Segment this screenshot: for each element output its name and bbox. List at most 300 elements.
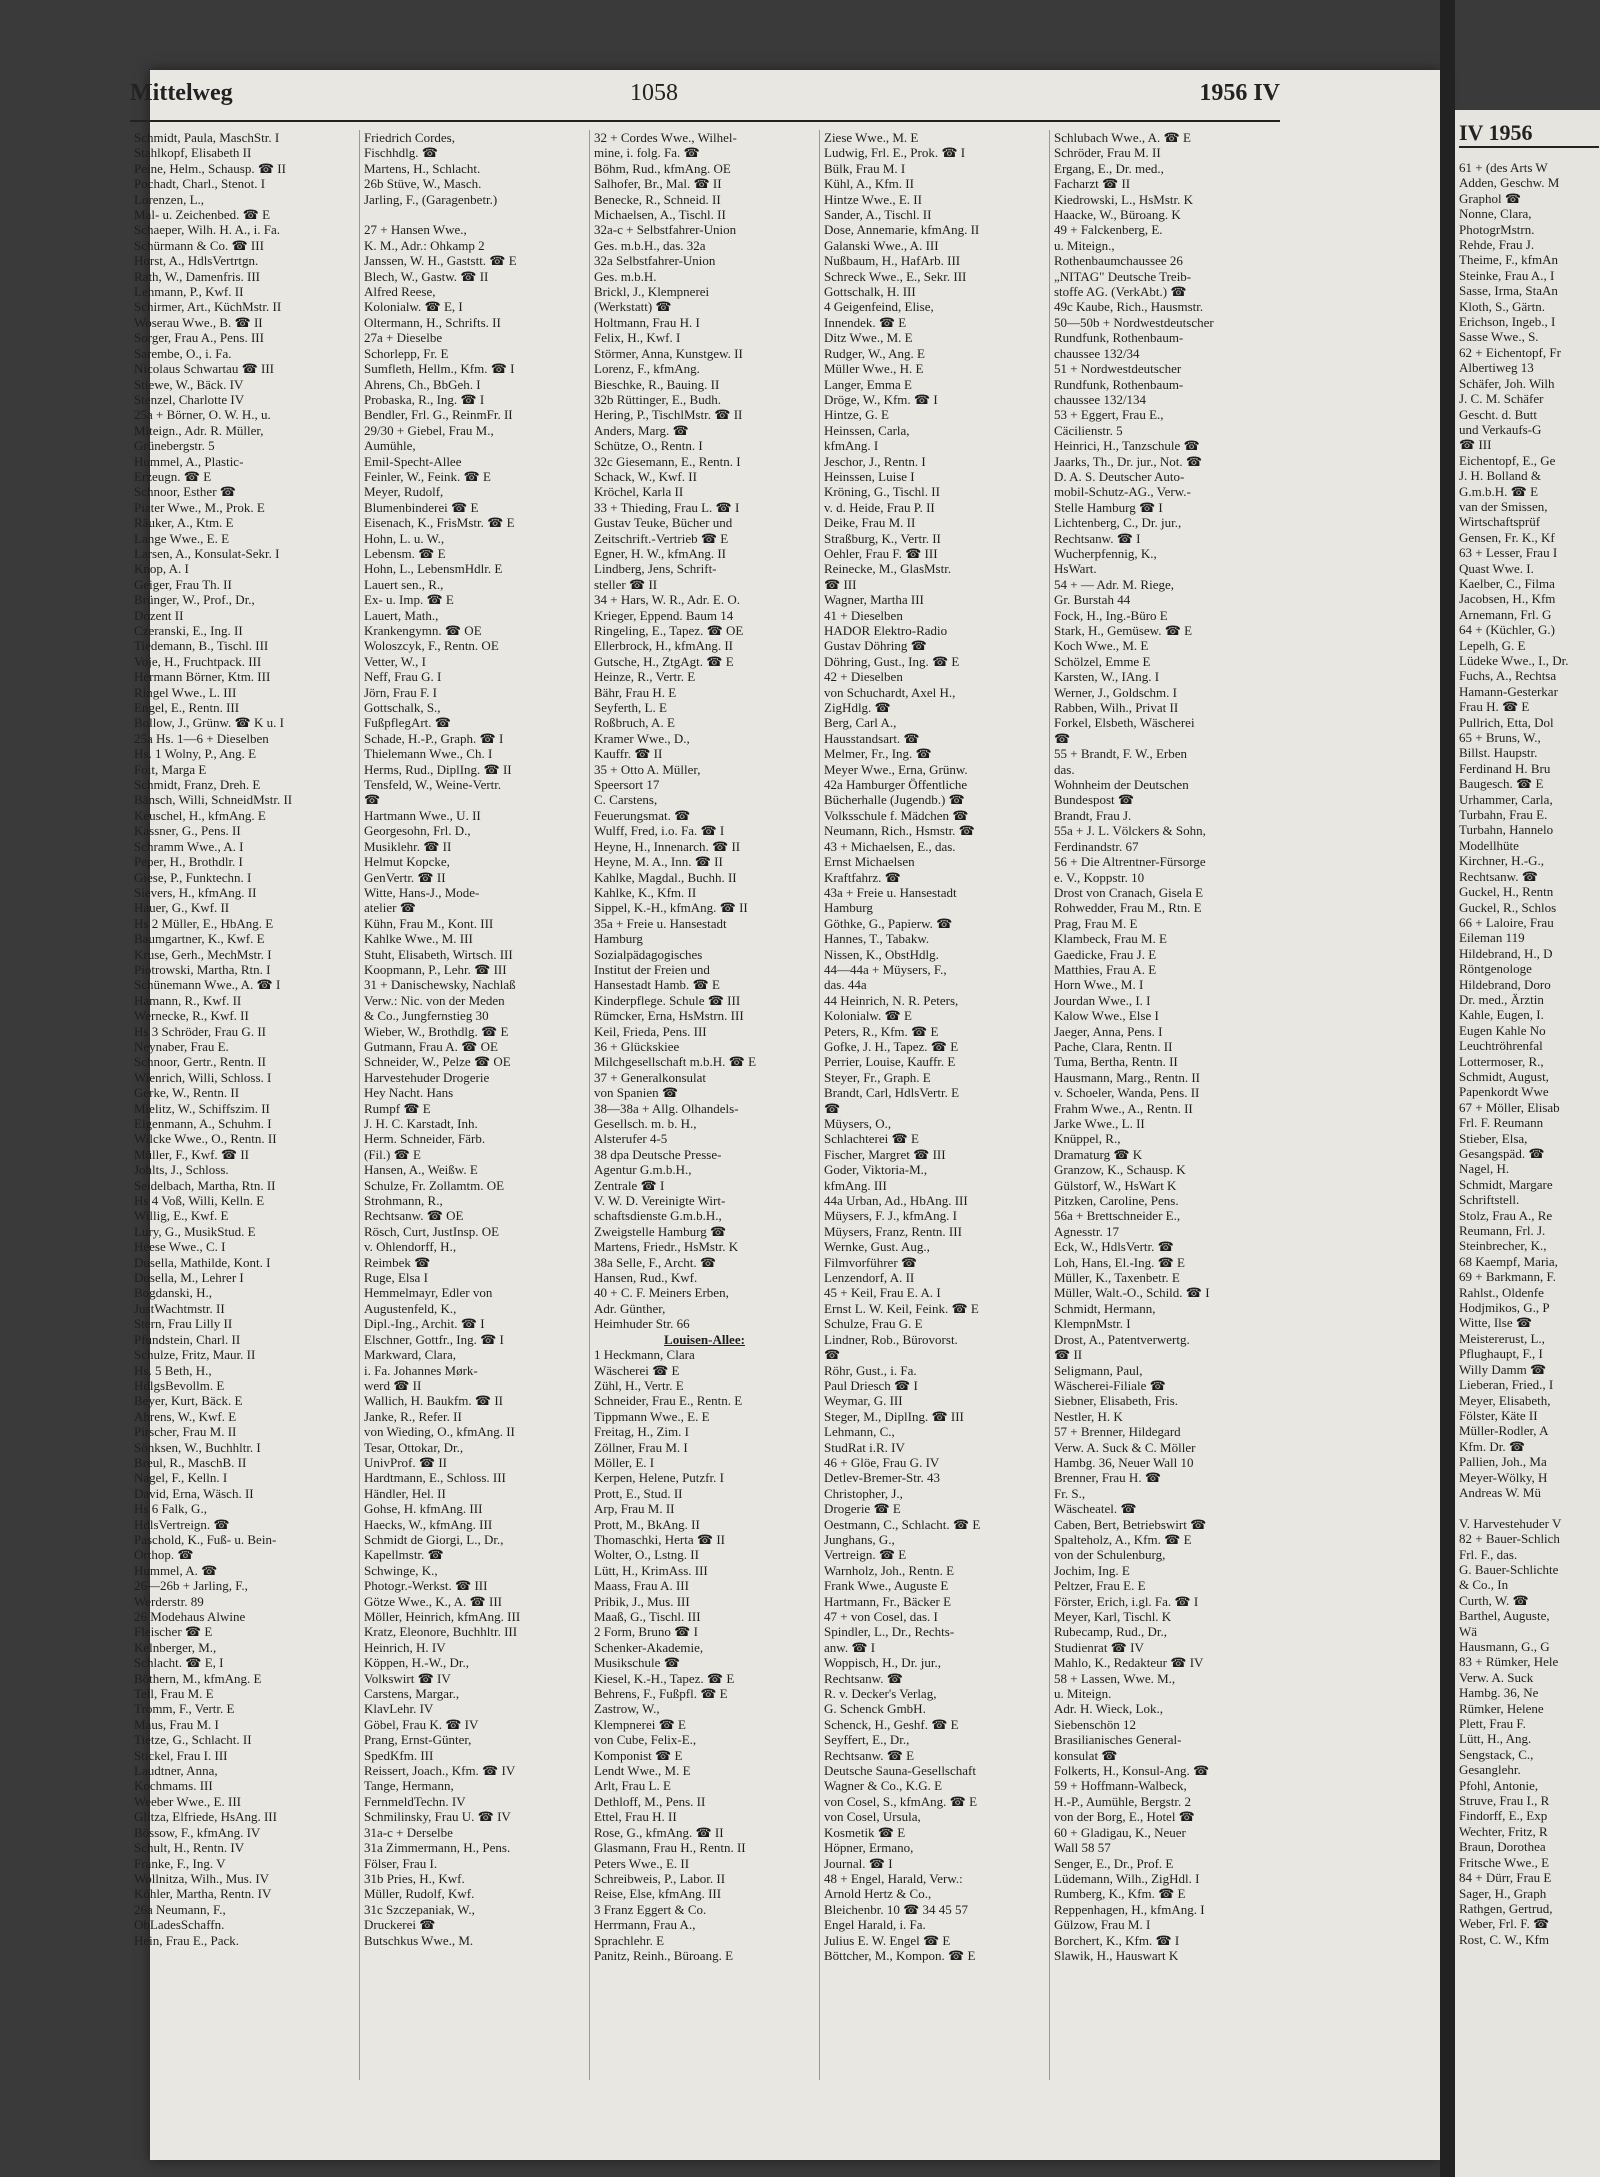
directory-entry: D. A. S. Deutscher Auto- [1054, 468, 1185, 484]
directory-entry: Pochadt, Charl., Stenot. I [134, 176, 266, 192]
directory-entry: Kiedrowski, L., HsMstr. K [1054, 191, 1194, 207]
directory-entry: Wieber, W., Brothdlg. ☎ E [364, 1023, 509, 1039]
directory-entry: 26 Modehaus Alwine [134, 1609, 246, 1624]
directory-entry: Zentrale ☎ I [594, 1177, 665, 1193]
directory-entry: GenVertr. ☎ II [364, 869, 446, 885]
directory-entry: 33 + Thieding, Frau L. ☎ I [594, 499, 740, 515]
directory-entry: 40 + C. F. Meiners Erben, [594, 1285, 729, 1301]
directory-entry: ☎ III [824, 576, 857, 592]
directory-entry: Dose, Annemarie, kfmAng. II [824, 222, 980, 238]
directory-entry: Hummel, A. ☎ [134, 1562, 218, 1578]
directory-entry: Kassner, G., Pens. II [134, 823, 241, 839]
directory-entry: Neynaber, Frau E. [134, 1038, 229, 1054]
directory-entry: Woserau Wwe., B. ☎ II [134, 314, 263, 330]
directory-entry: Turbahn, Frau E. [1459, 807, 1548, 823]
directory-entry: Stieber, Elsa, [1459, 1130, 1528, 1146]
directory-entry: Kapellmstr. ☎ [364, 1547, 444, 1563]
directory-entry: Tiedemann, B., Tischl. III [134, 638, 269, 654]
directory-entry: Schmilinsky, Frau U. ☎ IV [364, 1809, 511, 1825]
directory-entry: Wolter, O., Lstng. II [594, 1547, 699, 1563]
directory-entry: Berg, Carl A., [824, 715, 897, 731]
directory-entry: i. Fa. Johannes Mørk- [364, 1362, 478, 1378]
directory-entry: Wienrich, Willi, Schloss. I [134, 1069, 272, 1085]
directory-entry [364, 207, 585, 222]
directory-entry: Strohmann, R., [364, 1193, 443, 1209]
directory-entry: Stuht, Elisabeth, Wirtsch. III [364, 946, 513, 962]
directory-entry: Wall 58 57 [1054, 1840, 1111, 1856]
directory-entry: Lindberg, Jens, Schrift- [594, 561, 717, 577]
directory-entry: Herms, Rud., DiplIng. ☎ II [364, 761, 512, 777]
directory-entry: David, Erna, Wäsch. II [134, 1485, 254, 1501]
directory-entry: C. Carstens, [594, 792, 658, 808]
directory-entry: Rechtsanw. ☎ E [824, 1747, 915, 1763]
directory-entry: 25a + Börner, O. W. H., u. [134, 407, 271, 423]
directory-entry: Hintze, G. E [824, 407, 889, 423]
directory-entry: Curth, W. ☎ [1459, 1592, 1529, 1608]
directory-entry: Hamburg [594, 931, 643, 947]
directory-entry: Wäscheatel. ☎ [1054, 1501, 1137, 1517]
directory-entry: v. d. Heide, Frau P. II [824, 499, 935, 515]
directory-entry: Facharzt ☎ II [1054, 176, 1131, 192]
directory-entry: Tuma, Bertha, Rentn. II [1054, 1054, 1178, 1070]
directory-entry: Schmidt, Franz, Dreh. E [134, 777, 261, 793]
directory-entry: Vertreign. ☎ E [824, 1547, 907, 1563]
directory-entry: Fölser, Frau I. [364, 1855, 438, 1871]
directory-entry: Spindler, L., Dr., Rechts- [824, 1624, 955, 1640]
directory-entry: steller ☎ II [594, 576, 658, 592]
directory-entry: Adr. Günther, [594, 1300, 666, 1316]
directory-entry: Rahlst., Oldenfe [1459, 1284, 1544, 1300]
directory-entry: Schnoor, Esther ☎ [134, 484, 236, 500]
directory-entry: Gofke, J. H., Tapez. ☎ E [824, 1038, 959, 1054]
year-part: 1956 IV [1199, 80, 1280, 106]
directory-entry: Lepelh, G. E [1459, 637, 1526, 653]
directory-entry: Lichtenberg, C., Dr. jur., [1054, 515, 1182, 531]
directory-entry: Sorger, Frau A., Pens. III [134, 330, 264, 346]
directory-entry: Kühl, A., Kfm. II [824, 176, 914, 192]
directory-entry: Brenner, Frau H. ☎ [1054, 1470, 1162, 1486]
directory-entry: Werderstr. 89 [134, 1593, 204, 1609]
directory-entry: Reimbek ☎ [364, 1254, 431, 1270]
directory-entry: Schünemann Wwe., A. ☎ I [134, 977, 281, 993]
directory-entry: Volkswirt ☎ IV [364, 1670, 451, 1686]
directory-entry: Steinbrecher, K., [1459, 1238, 1547, 1254]
directory-entry: stoffe AG. (VerkAbt.) ☎ [1054, 284, 1187, 300]
directory-entry: Blech, W., Gastw. ☎ II [364, 268, 489, 284]
directory-entry: 35a + Freie u. Hansestadt [594, 915, 727, 931]
directory-entry: Böhm, Rud., kfmAng. OE [594, 160, 731, 176]
directory-entry: & Co., Jungfernstieg 30 [364, 1008, 489, 1024]
directory-entry: Pullrich, Etta, Dol [1459, 714, 1554, 730]
directory-entry: von Cosel, Ursula, [824, 1809, 921, 1825]
directory-entry: Heinssen, Carla, [824, 422, 910, 438]
directory-entry: Sumfleth, Hellm., Kfm. ☎ I [364, 361, 515, 377]
directory-entry: chaussee 132/134 [1054, 391, 1147, 407]
directory-entry: Rumberg, K., Kfm. ☎ E [1054, 1886, 1186, 1902]
directory-entry: Jarling, F., (Garagenbetr.) [364, 191, 498, 207]
directory-entry: 31b Pries, H., Kwf. [364, 1870, 465, 1886]
directory-entry: Jochim, Ing. E [1054, 1562, 1130, 1578]
directory-entry: Schack, W., Kwf. II [594, 468, 697, 484]
directory-entry: ☎ [1054, 730, 1071, 746]
directory-entry: Krankengymn. ☎ OE [364, 623, 482, 638]
directory-entry: Stern, Frau Lilly II [134, 1316, 233, 1332]
directory-entry: Kloth, S., Gärtn. [1459, 298, 1545, 314]
directory-entry: Böthern, M., kfmAng. E [134, 1670, 262, 1686]
directory-entry: Hausstandsart. ☎ [824, 730, 920, 746]
directory-entry: Prang, Ernst-Günter, [364, 1732, 472, 1748]
directory-entry: Detlev-Bremer-Str. 43 [824, 1470, 940, 1486]
directory-entry: Alsterufer 4-5 [594, 1131, 668, 1147]
directory-entry: Heimhuder Str. 66 [594, 1316, 690, 1332]
directory-entry: Arnemann, Frl. G [1459, 606, 1552, 622]
directory-entry: Perrier, Louise, Kauffr. E [824, 1054, 956, 1070]
directory-entry: Billst. Haupstr. [1459, 745, 1538, 761]
directory-entry: Röhr, Gust., i. Fa. [824, 1362, 917, 1378]
directory-entry: Schenck, H., Geshf. ☎ E [824, 1716, 959, 1732]
directory-entry: chaussee 132/34 [1054, 345, 1140, 361]
directory-entry: Tensfeld, W., Weine-Vertr. [364, 777, 502, 793]
directory-entry: Döhring, Gust., Ing. ☎ E [824, 653, 960, 669]
directory-entry: V. Harvestehuder V [1459, 1515, 1562, 1531]
directory-entry: Hildebrand, Doro [1459, 976, 1551, 992]
directory-entry: Ferdinand H. Bru [1459, 760, 1551, 776]
directory-entry: Hamburg [824, 900, 873, 916]
directory-entry: Granzow, K., Schausp. K [1054, 1162, 1186, 1178]
directory-entry: Kraftfahrz. ☎ [824, 869, 901, 885]
directory-entry: 50—50b + Nordwestdeutscher [1054, 314, 1214, 330]
directory-entry: Kahlke, Magdal., Buchh. II [594, 869, 737, 885]
directory-entry: Rundfunk, Rothenbaum- [1054, 376, 1184, 392]
directory-entry: Keil, Frieda, Pens. III [594, 1023, 707, 1039]
directory-entry: 56a + Brettschneider E., [1054, 1208, 1181, 1224]
directory-entry: Matthies, Frau A. E [1054, 961, 1157, 977]
directory-entry: Bundespost ☎ [1054, 792, 1135, 808]
directory-entry: Stolz, Frau A., Re [1459, 1207, 1553, 1223]
directory-entry: Jörn, Frau F. I [364, 684, 437, 700]
directory-entry: Schaeper, Wilh. H. A., i. Fa. [134, 222, 281, 238]
directory-entry: Bollow, J., Grünw. ☎ K u. I [134, 715, 284, 731]
directory-entry: Müysers, Franz, Rentn. III [824, 1223, 962, 1239]
directory-entry: Heese Wwe., C. I [134, 1239, 226, 1255]
directory-entry: Andreas W. Mü [1459, 1484, 1541, 1500]
directory-entry: Zweigstelle Hamburg ☎ [594, 1223, 727, 1239]
directory-entry: Rathgen, Gertrud, [1459, 1900, 1553, 1916]
directory-entry: Janke, R., Refer. II [364, 1408, 462, 1424]
directory-entry: Gottschalk, S., [364, 700, 441, 716]
directory-entry: Albertiweg 13 [1459, 360, 1534, 376]
directory-entry: Lottermoser, R., [1459, 1053, 1544, 1069]
directory-entry: Meyer, Elisabeth, [1459, 1392, 1551, 1408]
directory-entry: Ernst Michaelsen [824, 854, 915, 870]
directory-entry: Martens, H., Schlacht. [364, 160, 481, 176]
directory-entry: Leuchtröhrenfal [1459, 1038, 1543, 1054]
directory-entry: Pallien, Joh., Ma [1459, 1454, 1547, 1470]
directory-entry: 61 + (des Arts W [1459, 160, 1548, 175]
directory-entry: Bogdanski, H., [134, 1285, 212, 1301]
directory-entry: Steyer, Fr., Graph. E [824, 1069, 931, 1085]
directory-entry: Sasse Wwe., S. [1459, 329, 1539, 345]
directory-entry: Innendek. ☎ E [824, 314, 907, 330]
directory-entry: Werner, J., Goldschm. I [1054, 684, 1177, 700]
directory-entry: Gottschalk, H. III [824, 284, 916, 300]
directory-entry: Brasilianisches General- [1054, 1732, 1182, 1748]
directory-entry: Lehmann, P., Kwf. II [134, 284, 244, 300]
directory-entry: und Verkaufs-G [1459, 421, 1542, 437]
directory-entry: Pfohl, Antonie, [1459, 1777, 1539, 1793]
directory-entry: Modellhüte [1459, 837, 1519, 853]
directory-entry: Engel Harald, i. Fa. [824, 1917, 926, 1933]
directory-entry: Lindner, Rob., Bürovorst. [824, 1331, 958, 1347]
directory-entry: Kröchel, Karla II [594, 484, 684, 500]
directory-entry: Lüdeke Wwe., I., Dr. [1459, 653, 1569, 668]
directory-entry: Gerke, W., Rentn. II [134, 1085, 240, 1101]
directory-entry: Pache, Clara, Rentn. II [1054, 1038, 1173, 1054]
directory-entry: Hauer, G., Kwf. II [134, 900, 230, 916]
directory-entry: mine, i. folg. Fa. ☎ [594, 145, 700, 161]
directory-entry: Dipl.-Ing., Archit. ☎ I [364, 1316, 485, 1332]
directory-entry: Harvestehuder Drogerie [364, 1069, 490, 1085]
directory-entry: Dröge, W., Kfm. ☎ I [824, 391, 938, 407]
directory-entry: Fölster, Käte II [1459, 1407, 1538, 1423]
directory-entry: 27a + Dieselbe [364, 330, 443, 346]
directory-entry: Meistererust, L., [1459, 1330, 1545, 1346]
directory-entry: Schölzel, Emme E [1054, 653, 1151, 669]
directory-entry: Peine, Helm., Schausp. ☎ II [134, 160, 286, 176]
directory-entry: Salhofer, Br., Mal. ☎ II [594, 176, 722, 192]
directory-entry: Brickl, J., Klempnerei [594, 284, 710, 300]
directory-entry: Ringel Wwe., L. III [134, 684, 237, 700]
directory-entry: Johlts, J., Schloss. [134, 1162, 229, 1178]
directory-entry: Lütt, H., KrimAss. III [594, 1562, 708, 1578]
directory-entry: u. Miteign., [1054, 237, 1115, 253]
directory-entry: Agentur G.m.b.H., [594, 1162, 692, 1178]
directory-entry: Kauffr. ☎ II [594, 746, 663, 762]
directory-entry: 42a Hamburger Öffentliche [824, 777, 968, 793]
directory-entry: Sengstack, C., [1459, 1746, 1534, 1762]
directory-entry: Glasmann, Frau H., Rentn. II [594, 1840, 746, 1856]
directory-entry: Horst, A., HdlsVertrtgn. [134, 253, 259, 269]
directory-entry: Schmidt, Margare [1459, 1176, 1553, 1192]
directory-entry: Lehmann, C., [824, 1424, 895, 1440]
directory-entry: Lenzendorf, A. II [824, 1270, 915, 1286]
directory-entry: Schade, H.-P., Graph. ☎ I [364, 730, 504, 746]
directory-entry: Czeranski, E., Ing. II [134, 623, 243, 638]
directory-entry: Nagel, H. [1459, 1161, 1510, 1177]
directory-entry: Nonne, Clara, [1459, 206, 1532, 222]
directory-entry: Nicolaus Schwartau ☎ III [134, 361, 275, 377]
directory-entry: Wollnitza, Wilh., Mus. IV [134, 1870, 270, 1886]
directory-entry: 43 + Michaelsen, E., das. [824, 838, 956, 854]
directory-entry: 83 + Rümker, Hele [1459, 1654, 1559, 1670]
directory-entry: Zeitschrift.-Vertrieb ☎ E [594, 530, 729, 546]
directory-entry: Woppisch, H., Dr. jur., [824, 1655, 942, 1671]
directory-entry: Baugesch. ☎ E [1459, 776, 1544, 792]
directory-entry: Nußbaum, H., HafArb. III [824, 253, 961, 269]
directory-entry: Kerpen, Helene, Putzfr. I [594, 1470, 724, 1486]
directory-entry: Louisen-Allee: [664, 1331, 745, 1347]
directory-entry: Seyferth, L. E [594, 700, 667, 716]
directory-entry: Eigenmann, A., Schuhm. I [134, 1116, 272, 1131]
directory-entry: Peters Wwe., E. II [594, 1855, 690, 1871]
directory-entry: Woloszcyk, F., Rentn. OE [364, 638, 499, 654]
directory-entry: Koopmann, P., Lehr. ☎ III [364, 961, 507, 977]
directory-entry: Rümcker, Erna, HsMstrn. III [594, 1008, 744, 1024]
directory-entry: Räuker, A., Ktm. E [134, 515, 234, 531]
directory-entry: werd ☎ II [364, 1377, 422, 1393]
directory-entry: Lury, G., MusikStud. E [134, 1223, 256, 1239]
directory-entry: Bülk, Frau M. I [824, 160, 906, 176]
directory-entry: Probaska, R., Ing. ☎ I [364, 391, 485, 407]
directory-entry: Wulff, Fred, i.o. Fa. ☎ I [594, 823, 725, 839]
directory-entry: Kröning, G., Tischl. II [824, 484, 940, 500]
directory-entry: Frahm Wwe., A., Rentn. II [1054, 1100, 1193, 1116]
directory-entry: Hs. 1 Wolny, P., Ang. E [134, 746, 257, 762]
directory-entry: Plett, Frau F. [1459, 1716, 1526, 1732]
directory-entry: Wäscherei-Filiale ☎ [1054, 1377, 1166, 1393]
directory-entry: Steger, M., DiplIng. ☎ III [824, 1408, 964, 1424]
directory-entry: Peters, R., Kfm. ☎ E [824, 1023, 939, 1039]
directory-entry: Geiger, Frau Th. II [134, 576, 232, 592]
directory-entry: Willy Damm ☎ [1459, 1361, 1547, 1377]
directory-entry: 4 Geigenfeind, Elise, [824, 299, 934, 315]
directory-entry: Ahrens, W., Kwf. E [134, 1408, 237, 1424]
directory-entry: Brandt, Frau J. [1054, 807, 1132, 823]
directory-entry: Papenkordt Wwe [1459, 1084, 1549, 1100]
directory-entry: Graphol ☎ [1459, 190, 1522, 206]
directory-entry: atelier ☎ [364, 900, 416, 916]
directory-entry: Schulze, Fritz, Maur. II [134, 1347, 256, 1363]
directory-entry: Eck, W., HdlsVertr. ☎ [1054, 1239, 1174, 1255]
directory-entry: Senger, E., Dr., Prof. E [1054, 1855, 1174, 1871]
directory-entry: Gaedicke, Frau J. E [1054, 946, 1157, 962]
directory-entry: Friedrich Cordes, [364, 130, 455, 145]
directory-entry: Kolonialw. ☎ E [824, 1008, 912, 1024]
directory-entry: Neff, Frau G. I [364, 669, 442, 685]
directory-entry: Reumann, Frl. J. [1459, 1223, 1546, 1239]
directory-entry: 44a Urban, Ad., HbAng. III [824, 1193, 968, 1209]
directory-entry: Ges. m.b.H., das. 32a [594, 237, 706, 253]
directory-entry: Erichson, Ingeb., I [1459, 314, 1556, 330]
directory-entry: Gescht. d. Butt [1459, 406, 1537, 422]
directory-entry: Rechtsanw. ☎ OE [364, 1208, 464, 1224]
directory-entry: 31a Zimmermann, H., Pens. [364, 1840, 511, 1856]
directory-entry: Pirscher, Frau M. II [134, 1424, 237, 1440]
directory-entry: Adden, Geschw. M [1459, 175, 1560, 191]
directory-entry: Haacke, W., Büroang. K [1054, 207, 1181, 223]
directory-entry: 32b Rüttinger, E., Budh. [594, 391, 721, 407]
directory-entry: Schürmann & Co. ☎ III [134, 237, 264, 253]
directory-entry: Wernke, Gust. Aug., [824, 1239, 930, 1255]
directory-entry: Schlubach Wwe., A. ☎ E [1054, 130, 1191, 145]
directory-entry: V. W. D. Vereinigte Wirt- [594, 1193, 726, 1209]
directory-entry: Schulze, Fr. Zollamtm. OE [364, 1177, 505, 1193]
directory-entry: Heinssen, Luise I [824, 468, 915, 484]
directory-entry: Struve, Frau I., R [1459, 1793, 1550, 1809]
directory-entry: Stark, H., Gemüsew. ☎ E [1054, 623, 1193, 638]
directory-entry: Gülzow, Frau M. I [1054, 1917, 1151, 1933]
directory-entry: Gustav Döhring ☎ [824, 638, 927, 654]
directory-entry: Pfundstein, Charl. II [134, 1331, 241, 1347]
street-heading: Mittelweg [130, 80, 233, 106]
directory-entry: Hs. 5 Beth, H., [134, 1362, 212, 1378]
directory-entry: Freitag, H., Zim. I [594, 1424, 689, 1440]
directory-entry: 38 dpa Deutsche Presse- [594, 1146, 722, 1162]
directory-entry: 29/30 + Giebel, Frau M., [364, 422, 494, 438]
directory-entry: Seidelbach, Martha, Rtn. II [134, 1177, 276, 1193]
directory-entry: Sievers, H., kfmAng. II [134, 884, 257, 900]
directory-entry: Witte, Ilse ☎ [1459, 1315, 1533, 1331]
directory-entry: Schröder, Frau M. II [1054, 145, 1161, 161]
directory-entry: Rose, G., kfmAng. ☎ II [594, 1824, 724, 1840]
directory-entry: Fischer, Margret ☎ III [824, 1146, 946, 1162]
directory-entry: Jourdan Wwe., I. I [1054, 992, 1151, 1008]
directory-entry: J. H. C. Karstadt, Inh. [364, 1116, 478, 1131]
directory-entry: Herm. Schneider, Färb. [364, 1131, 486, 1147]
directory-entry: 84 + Dürr, Frau E [1459, 1870, 1552, 1886]
directory-entry: Schmidt, August, [1459, 1068, 1549, 1084]
directory-entry: Seligmann, Paul, [1054, 1362, 1143, 1378]
directory-entry: Borchert, K., Kfm. ☎ I [1054, 1932, 1180, 1948]
directory-entry: Laudtner, Anna, [134, 1763, 218, 1779]
directory-entry: Weber, Frl. F. ☎ [1459, 1916, 1550, 1932]
directory-entry: Emil-Specht-Allee [364, 453, 462, 469]
directory-entry: 37 + Generalkonsulat [594, 1069, 707, 1085]
directory-entry: Bössow, F., kfmAng. IV [134, 1824, 261, 1840]
directory-entry: Findorff, E., Exp [1459, 1808, 1548, 1824]
directory-entry: Ruge, Elsa I [364, 1270, 428, 1286]
directory-entry: Rösch, Curt, JustInsp. OE [364, 1223, 500, 1239]
directory-entry: Dramaturg ☎ K [1054, 1146, 1143, 1162]
directory-entry: Steinke, Frau A., I [1459, 267, 1555, 283]
directory-entry: Köppen, H.-W., Dr., [364, 1655, 469, 1671]
directory-entry: Beyer, Kurt, Bäck. E [134, 1393, 243, 1409]
directory-entry: G.m.b.H. ☎ E [1459, 483, 1539, 499]
directory-entry: Pflughaupt, F., I [1459, 1346, 1543, 1362]
directory-entry: 46 + Glöe, Frau G. IV [824, 1454, 940, 1470]
directory-entry: Larsen, A., Konsulat-Sekr. I [134, 545, 280, 561]
column-2 [360, 130, 590, 2080]
directory-entry: Paul Driesch ☎ I [824, 1377, 918, 1393]
directory-entry: Rechtsanw. ☎ [1459, 868, 1538, 884]
directory-entry: Seyffert, E., Dr., [824, 1732, 910, 1748]
directory-entry: Hartmann, Fr., Bäcker E [824, 1593, 952, 1609]
directory-entry: Lütt, H., Ang. [1459, 1731, 1532, 1747]
directory-entry: Rubecamp, Rud., Dr., [1054, 1624, 1168, 1640]
directory-entry: Ges. m.b.H. [594, 268, 657, 284]
directory-columns [130, 130, 1280, 2080]
directory-entry: Rohwedder, Frau M., Rtn. E [1054, 900, 1202, 916]
directory-entry: 44 Heinrich, N. R. Peters, [824, 992, 959, 1008]
directory-entry: Hering, P., TischlMstr. ☎ II [594, 407, 743, 423]
directory-entry: Wäscherei ☎ E [594, 1362, 680, 1378]
directory-entry: Verw. A. Suck & C. Möller [1054, 1439, 1196, 1455]
directory-entry: Schulze, Frau G. E [824, 1316, 923, 1332]
directory-entry: Voje, H., Fruchtpack. III [134, 653, 262, 669]
directory-entry: Bendler, Frl. G., ReinmFr. II [364, 407, 513, 423]
directory-entry: Nissen, K., ObstHdlg. [824, 946, 939, 962]
directory-entry: 64 + (Küchler, G.) [1459, 622, 1555, 638]
directory-entry: Hausmann, G., G [1459, 1639, 1550, 1654]
directory-entry: Goder, Viktoria-M., [824, 1162, 928, 1178]
directory-entry: Gutmann, Frau A. ☎ OE [364, 1038, 498, 1054]
directory-entry: Ettel, Frau H. II [594, 1809, 677, 1825]
directory-entry: Kelnberger, M., [134, 1639, 217, 1655]
directory-entry: 27 + Hansen Wwe., [364, 222, 467, 238]
directory-entry: 62 + Eichentopf, Fr [1459, 344, 1561, 360]
directory-entry: R. v. Decker's Verlag, [824, 1686, 937, 1702]
directory-entry: Oehler, Frau F. ☎ III [824, 545, 938, 561]
